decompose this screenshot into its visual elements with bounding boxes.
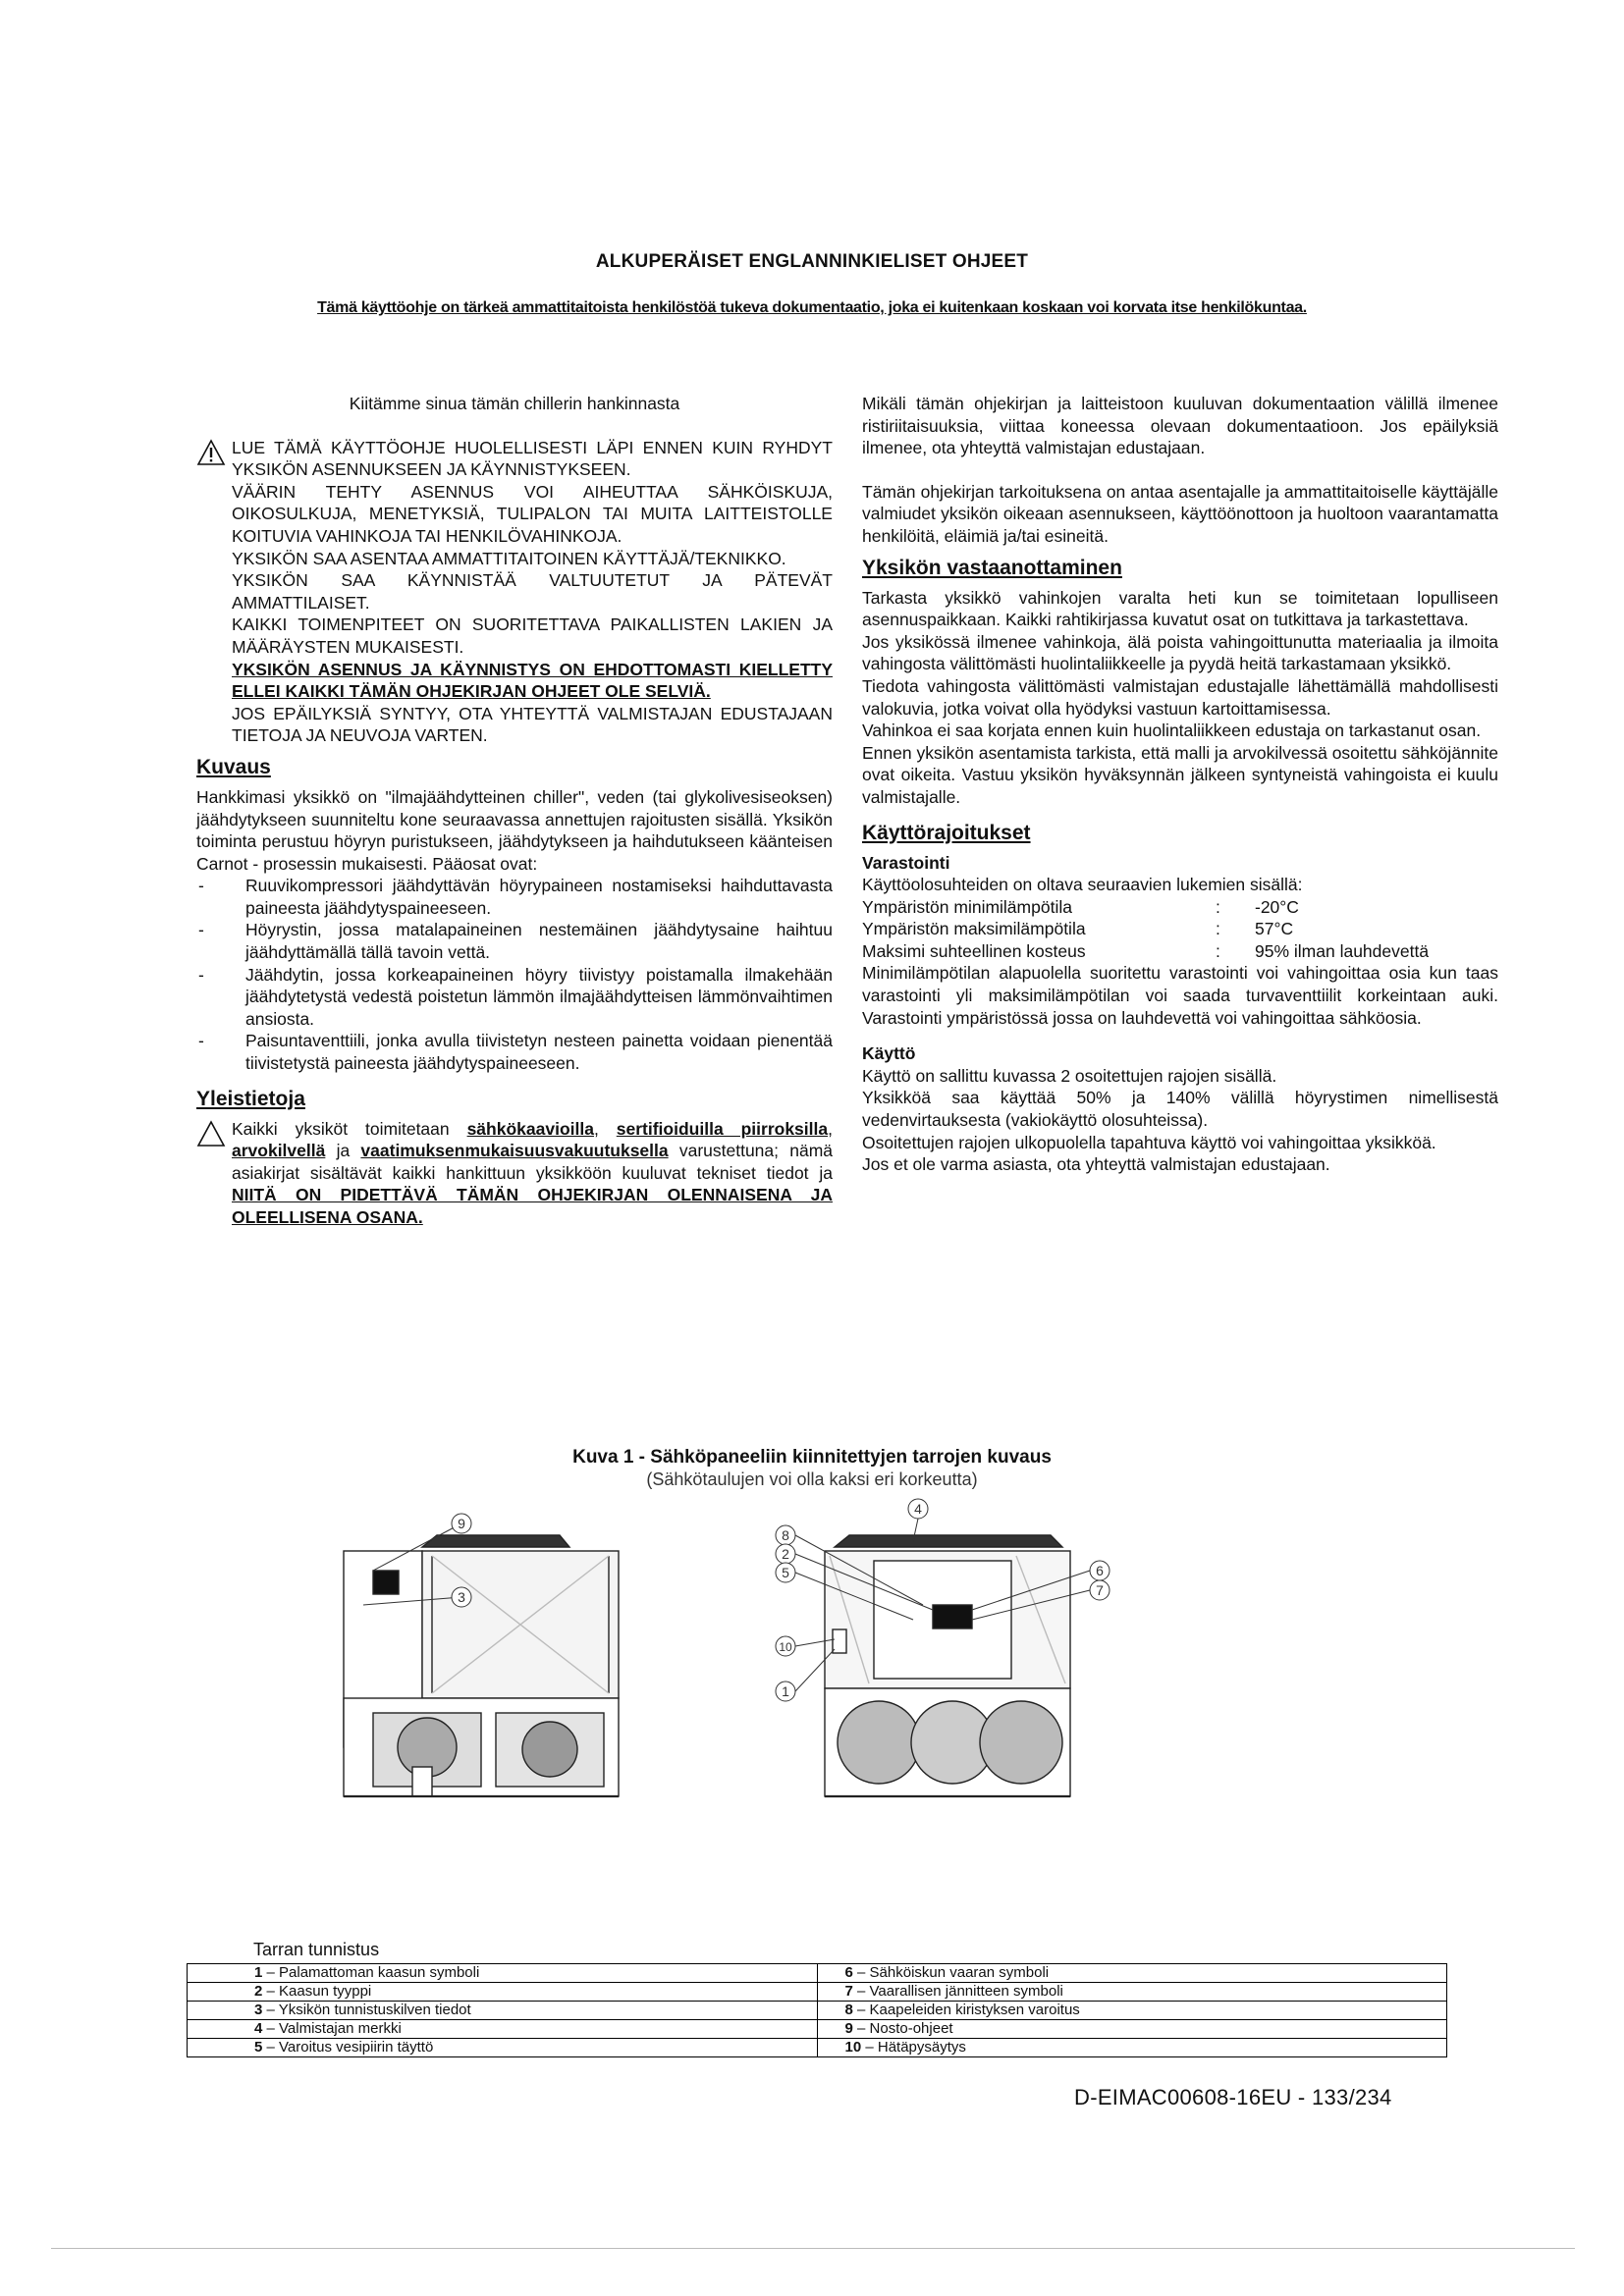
text-span: ,	[828, 1118, 833, 1139]
label-number: 1	[254, 1964, 263, 1981]
condition-separator: :	[1216, 940, 1220, 961]
list-item: - Ruuvikompressori jäähdyttävän höyrypaineen nostamiseksi haihduttavasta paineesta jäähdytyspaineeseen.	[196, 875, 833, 919]
right-column	[862, 393, 1498, 1176]
general-info-text	[232, 1118, 833, 1229]
table-cell: 9 – Nosto-ohjeet	[817, 2020, 1447, 2039]
warning-line: LUE TÄMÄ KÄYTTÖOHJE HUOLELLISESTI LÄPI ENNEN KUIN RYHDYT YKSIKÖN ASENNUKSEEN JA KÄYNNISTYKSEEN.	[232, 437, 833, 480]
general-info-bold: NIITÄ ON PIDETTÄVÄ TÄMÄN OHJEKIRJAN OLENNAISENA JA OLEELLISENA OSANA.	[232, 1185, 833, 1227]
receiving-paragraph: Jos yksikössä ilmenee vahinkoja, älä poista vahingoittunutta materiaalia ja ilmoita vahingosta välittömästi huolintaliikkeelle ja pyydä heitä tarkastamaan yksikkö.	[862, 631, 1498, 674]
left-column	[196, 393, 833, 1229]
table-cell: 6 – Sähköiskun vaaran symboli	[817, 1964, 1447, 1983]
table-row	[188, 1983, 1447, 2002]
page-title: ALKUPERÄISET ENGLANNINKIELISET OHJEET	[595, 251, 1029, 272]
warning-line: KAIKKI TOIMENPITEET ON SUORITETTAVA PAIKALLISTEN LAKIEN JA MÄÄRÄYSTEN MUKAISESTI.	[232, 614, 833, 657]
condition-row	[862, 896, 1498, 919]
label-text: Hätäpysäytys	[877, 2039, 966, 2056]
label-text: Kaapeleiden kiristyksen varoitus	[869, 2002, 1080, 2018]
list-item: - Jäähdytin, jossa korkeapaineinen höyry tiivistyy poistamalla ilmakehään jäähdytetystä vedestä poistetun lämmön ilmajäähdytteisen lämmönvaihtimen ansiosta.	[196, 964, 833, 1031]
kuvaus-list	[196, 875, 833, 1074]
callout-2	[776, 1544, 795, 1564]
section-heading-vastaanotto: Yksikön vastaanottaminen	[862, 556, 1122, 579]
svg-text:9: 9	[458, 1516, 465, 1531]
operation-paragraph: Jos et ole varma asiasta, ota yhteyttä valmistajan edustajaan.	[862, 1154, 1330, 1175]
kuvaus-text: Hankkimasi yksikkö on "ilmajäähdytteinen chiller", veden (tai glykolivesiseoksen) jäähdytykseen suunniteltu kone seuraavassa annettujen rajoitusten sisällä. Yksikön toiminta perustuu höyryn puristukseen, jäähdytykseen ja haihdutukseen käänteisen Carnot - prosessin mukaisesti. Pääosat ovat:	[196, 786, 833, 874]
label-text: Kaasun tyyppi	[279, 1983, 372, 2000]
label-number: 6	[844, 1964, 853, 1981]
chiller-front-view	[825, 1535, 1070, 1796]
condition-label: Ympäristön maksimilämpötila	[862, 919, 1086, 939]
doc-reference-wiring: sähkökaavioilla	[466, 1118, 594, 1139]
table-title: Tarran tunnistus	[253, 1940, 380, 1959]
subheading-varastointi: Varastointi	[862, 852, 950, 873]
label-number: 8	[844, 2002, 853, 2018]
label-text: Yksikön tunnistuskilven tiedot	[278, 2002, 471, 2018]
callout-8	[776, 1525, 795, 1545]
chiller-side-view	[344, 1535, 619, 1796]
svg-text:2: 2	[782, 1546, 789, 1562]
callout-10	[776, 1636, 795, 1656]
general-info-block	[196, 1118, 833, 1229]
operation-paragraph: Osoitettujen rajojen ulkopuolella tapahtuva käyttö voi vahingoittaa yksikköä.	[862, 1132, 1436, 1152]
condition-label: Ympäristön minimilämpötila	[862, 896, 1072, 917]
condition-separator: :	[1216, 896, 1220, 917]
text-span: Kaikki yksiköt toimitetaan	[232, 1118, 467, 1139]
svg-text:1: 1	[782, 1683, 789, 1699]
label-number: 2	[254, 1983, 263, 2000]
callout-3	[452, 1587, 471, 1607]
warning-triangle-icon	[196, 1120, 232, 1153]
condition-row	[862, 940, 1498, 963]
condition-row	[862, 918, 1498, 940]
table-cell: 2 – Kaasun tyyppi	[188, 1983, 818, 2002]
doc-reference-declaration: vaatimuksenmukaisuusvakuutuksella	[360, 1141, 669, 1161]
list-item: - Höyrystin, jossa matalapaineinen nestemäinen jäähdytysaine haihtuu jäähdyttämällä tällä tavoin vettä.	[196, 919, 833, 963]
text-span: varustettuna; nämä asiakirjat sisältävät kaikki hankittuun yksikköön kuuluvat tekniset tiedot ja	[232, 1141, 833, 1183]
right-paragraph: Tämän ohjekirjan tarkoituksena on antaa asentajalle ja ammattitaitoiselle käyttäjälle valmiudet yksikön oikeaan asennukseen, käyttöönottoon ja huoltoon vaarantamatta henkilöitä, eläimiä ja/tai esineitä.	[862, 481, 1498, 546]
operation-paragraph: Yksikköä saa käyttää 50% ja 140% välillä höyrystimen nimellisestä vedenvirtauksesta (vakiokäyttö olosuhteissa).	[862, 1088, 1498, 1131]
list-item: - Paisuntaventtiili, jonka avulla tiivistetyn nesteen painetta voidaan pienentää tiivistetystä paineesta jäähdytyspaineeseen.	[196, 1030, 833, 1074]
storage-text: Minimilämpötilan alapuolella suoritettu varastointi voi vahingoittaa osia kun taas varastointi yli maksimilämpötilan voi saada turvaventtiilit korkeintaan auki. Varastointi ympäristössä jossa on lauhdevettä voi vahingoittaa sähköosia.	[862, 963, 1498, 1028]
label-text: Valmistajan merkki	[279, 2020, 402, 2037]
section-heading-kuvaus: Kuvaus	[196, 755, 271, 778]
subheading-kaytto: Käyttö	[862, 1043, 916, 1064]
warning-bold-line: YKSIKÖN ASENNUS JA KÄYNNISTYS ON EHDOTTOMASTI KIELLETTY ELLEI KAIKKI TÄMÄN OHJEKIRJAN OHJEET OLE SELVIÄ.	[232, 659, 833, 702]
chiller-figure	[265, 1501, 1247, 1914]
svg-text:3: 3	[458, 1589, 465, 1605]
table-row	[188, 2020, 1447, 2039]
callout-4	[908, 1499, 928, 1519]
table-cell: 10 – Hätäpysäytys	[817, 2039, 1447, 2057]
table-cell: 8 – Kaapeleiden kiristyksen varoitus	[817, 2002, 1447, 2020]
table-cell: 7 – Vaarallisen jännitteen symboli	[817, 1983, 1447, 2002]
label-number: 7	[844, 1983, 853, 2000]
storage-intro: Käyttöolosuhteiden on oltava seuraavien lukemien sisällä:	[862, 875, 1303, 895]
svg-text:6: 6	[1096, 1563, 1104, 1578]
condition-value: 57°C	[1255, 919, 1294, 939]
callout-9	[452, 1514, 471, 1533]
label-table	[187, 1963, 1447, 2057]
right-paragraph: Mikäli tämän ohjekirjan ja laitteistoon kuuluvan dokumentaation välillä ilmenee ristiriitaisuuksia, viittaa koneessa olevaan dokumentaatioon. Jos epäilyksiä ilmenee, ota yhteyttä valmistajan edustajaan.	[862, 394, 1498, 458]
label-number: 3	[254, 2002, 263, 2018]
warning-line: YKSIKÖN SAA KÄYNNISTÄÄ VALTUUTETUT JA PÄTEVÄT AMMATTILAISET.	[232, 570, 833, 613]
document-code: D-EIMAC00608-16EU - 133/234	[1074, 2085, 1392, 2109]
table-cell: 5 – Varoitus vesipiirin täyttö	[188, 2039, 818, 2057]
table-cell: 1 – Palamattoman kaasun symboli	[188, 1964, 818, 1983]
svg-text:10: 10	[779, 1640, 792, 1654]
callout-1	[776, 1682, 795, 1701]
receiving-paragraph: Vahinkoa ei saa korjata ennen kuin huolintaliikkeen edustaja on tarkastanut osan.	[862, 721, 1482, 741]
svg-text:8: 8	[782, 1527, 789, 1543]
table-row	[188, 2039, 1447, 2057]
footer-divider	[51, 2248, 1575, 2249]
text-span: ,	[593, 1118, 617, 1139]
table-cell: 3 – Yksikön tunnistuskilven tiedot	[188, 2002, 818, 2020]
warning-line: YKSIKÖN SAA ASENTAA AMMATTITAITOINEN KÄYTTÄJÄ/TEKNIKKO.	[232, 548, 786, 568]
doc-reference-drawings: sertifioiduilla piirroksilla	[616, 1118, 829, 1139]
condition-label: Maksimi suhteellinen kosteus	[862, 940, 1086, 961]
warning-line: VÄÄRIN TEHTY ASENNUS VOI AIHEUTTAA SÄHKÖISKUJA, OIKOSULKUJA, MENETYKSIÄ, TULIPALON TAI MUITA LAITTEISTOLLE KOITUVIA VAHINKOJA TAI HENKILÖVAHINKOJA.	[232, 481, 833, 546]
doc-reference-nameplate: arvokilvellä	[232, 1141, 326, 1161]
section-heading-yleistietoja: Yleistietoja	[196, 1087, 305, 1110]
table-cell: 4 – Valmistajan merkki	[188, 2020, 818, 2039]
label-number: 5	[254, 2039, 263, 2056]
warning-line: JOS EPÄILYKSIÄ SYNTYY, OTA YHTEYTTÄ VALMISTAJAN EDUSTAJAAN TIETOJA JA NEUVOJA VARTEN.	[232, 703, 833, 746]
receiving-paragraph: Ennen yksikön asentamista tarkista, että malli ja arvokilvessä osoitettu sähköjännite ovat oikeita. Vastuu yksikön hyväksynnän jälkeen syntyneistä vahingoista ei kuulu valmistajalle.	[862, 742, 1498, 807]
section-heading-kayttorajoitukset: Käyttörajoitukset	[862, 821, 1031, 844]
label-text: Vaarallisen jännitteen symboli	[869, 1983, 1063, 2000]
label-text: Sähköiskun vaaran symboli	[869, 1964, 1050, 1981]
page-subtitle: Tämä käyttöohje on tärkeä ammattitaitoista henkilöstöä tukeva dokumentaatio, joka ei kuitenkaan koskaan voi korvata itse henkilökuntaa.	[317, 299, 1307, 316]
svg-text:4: 4	[914, 1501, 922, 1517]
warning-triangle-icon	[196, 439, 232, 472]
receiving-paragraph: Tarkasta yksikkö vahinkojen varalta heti kun se toimitetaan lopulliseen asennuspaikkaan. Kaikki rahtikirjassa kuvatut osat on tutkittava ja tarkastettava.	[862, 587, 1498, 630]
receiving-paragraph: Tiedota vahingosta välittömästi valmistajan edustajalle lähettämällä mahdollisesti valokuvia, jotka voivat olla hyödyksi vastuun kartoittamisessa.	[862, 675, 1498, 719]
svg-text:7: 7	[1096, 1582, 1104, 1598]
condition-value: -20°C	[1255, 896, 1299, 917]
callout-5	[776, 1563, 795, 1582]
callout-6	[1090, 1561, 1110, 1580]
label-text: Palamattoman kaasun symboli	[279, 1964, 480, 1981]
label-number: 4	[254, 2020, 263, 2037]
text-span: ja	[325, 1141, 361, 1161]
operation-paragraph: Käyttö on sallittu kuvassa 2 osoitettujen rajojen sisällä.	[862, 1065, 1277, 1086]
label-text: Varoitus vesipiirin täyttö	[279, 2039, 434, 2056]
figure-caption: Kuva 1 - Sähköpaneeliin kiinnitettyjen tarrojen kuvaus	[572, 1447, 1052, 1468]
callout-7	[1090, 1580, 1110, 1600]
label-number: 10	[844, 2039, 862, 2056]
svg-text:5: 5	[782, 1565, 789, 1580]
label-number: 9	[844, 2020, 853, 2037]
condition-separator: :	[1216, 919, 1220, 939]
label-text: Nosto-ohjeet	[869, 2020, 953, 2037]
table-row	[188, 1964, 1447, 1983]
table-row	[188, 2002, 1447, 2020]
condition-value: 95% ilman lauhdevettä	[1255, 940, 1430, 961]
figure-subcaption: (Sähkötaulujen voi olla kaksi eri korkeutta)	[646, 1469, 978, 1489]
warning-block	[196, 437, 833, 747]
thanks-text: Kiitämme sinua tämän chillerin hankinnasta	[349, 394, 680, 413]
